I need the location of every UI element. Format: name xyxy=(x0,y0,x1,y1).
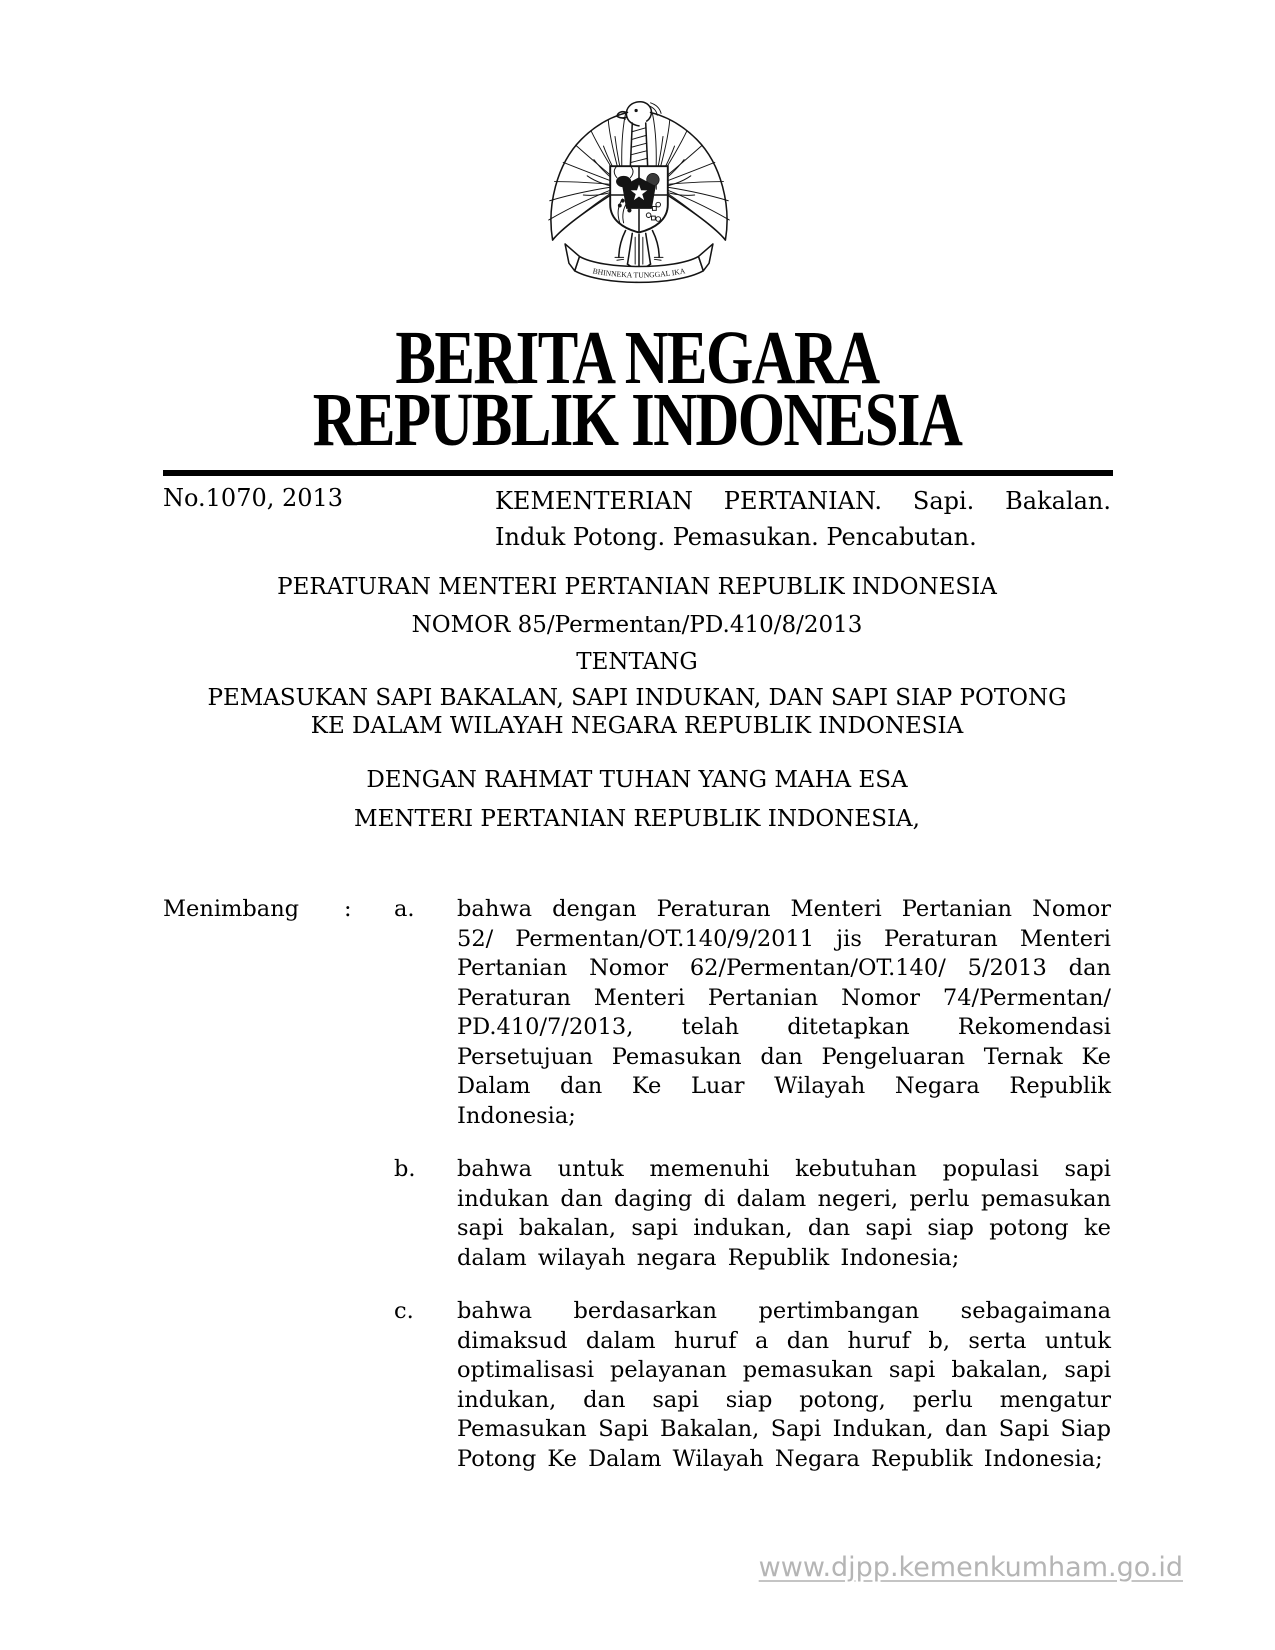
regulation-tentang: TENTANG xyxy=(576,649,698,675)
item-marker: a. xyxy=(394,896,415,922)
consideration-item-b xyxy=(163,1155,1111,1273)
garuda-pancasila-emblem xyxy=(543,92,735,298)
masthead-rule xyxy=(163,470,1113,476)
neck-icon xyxy=(630,123,647,166)
regulation-title: PERATURAN MENTERI PERTANIAN REPUBLIK INDONESIA xyxy=(277,574,997,600)
considerations-section xyxy=(163,895,1111,1474)
banner-text: BHINNEKA TUNGGAL IKA xyxy=(592,266,686,280)
consideration-item-a xyxy=(163,895,1111,1131)
authority-line: MENTERI PERTANIAN REPUBLIK INDONESIA, xyxy=(354,806,920,832)
considerations-label: Menimbang xyxy=(163,896,300,922)
item-text: bahwa berdasarkan pertimbangan sebagaimana dimaksud dalam huruf a dan huruf b, serta untuk optimalisasi pelayanan pemasukan sapi bakalan, sapi indukan, dan sapi siap potong, perlu mengatur Pemasukan Sapi Bakalan, Sapi Indukan, dan Sapi Siap Potong Ke Dalam Wilayah Negara Republik Indonesia; xyxy=(457,1298,1111,1472)
item-marker: c. xyxy=(394,1298,414,1324)
watermark-url: www.djpp.kemenkumham.go.id xyxy=(758,1552,1183,1583)
regulation-subject-line2: KE DALAM WILAYAH NEGARA REPUBLIK INDONESIA xyxy=(310,713,964,739)
item-marker: b. xyxy=(394,1156,416,1182)
gazette-number: No.1070, 2013 xyxy=(163,484,344,512)
regulation-subject-line1: PEMASUKAN SAPI BAKALAN, SAPI INDUKAN, DAN SAPI SIAP POTONG xyxy=(207,685,1067,711)
consideration-item-c xyxy=(163,1297,1111,1474)
masthead-title xyxy=(258,316,1016,462)
pancasila-shield-icon xyxy=(610,166,668,232)
gazette-subject: KEMENTERIAN PERTANIAN. Sapi. Bakalan. Induk Potong. Pemasukan. Pencabutan. xyxy=(495,487,1111,551)
item-text: bahwa dengan Peraturan Menteri Pertanian Nomor 52/ Permentan/OT.140/9/2011 jis Peraturan Menteri Pertanian Nomor 62/Permentan/OT.140/ 5/2013 dan Peraturan Menteri Pertanian Nomor 74/Permentan/ PD.410/7/2013, telah ditetapkan Rekomendasi Persetujuan Pemasukan dan Pengeluaran Ternak Ke Dalam dan Ke Luar Wilayah Negara Republik Indonesia; xyxy=(457,896,1111,1129)
regulation-number: NOMOR 85/Permentan/PD.410/8/2013 xyxy=(411,612,863,638)
considerations-colon: : xyxy=(344,896,352,922)
invocation-line: DENGAN RAHMAT TUHAN YANG MAHA ESA xyxy=(366,767,908,793)
masthead-title-line2: REPUBLIK INDONESIA xyxy=(312,378,962,462)
item-text: bahwa untuk memenuhi kebutuhan populasi sapi indukan dan daging di dalam negeri, perlu pemasukan sapi bakalan, sapi indukan, dan sapi siap potong ke dalam wilayah negara Republik Indonesia; xyxy=(457,1156,1111,1271)
masthead-title-line1: BERITA NEGARA xyxy=(395,316,879,400)
